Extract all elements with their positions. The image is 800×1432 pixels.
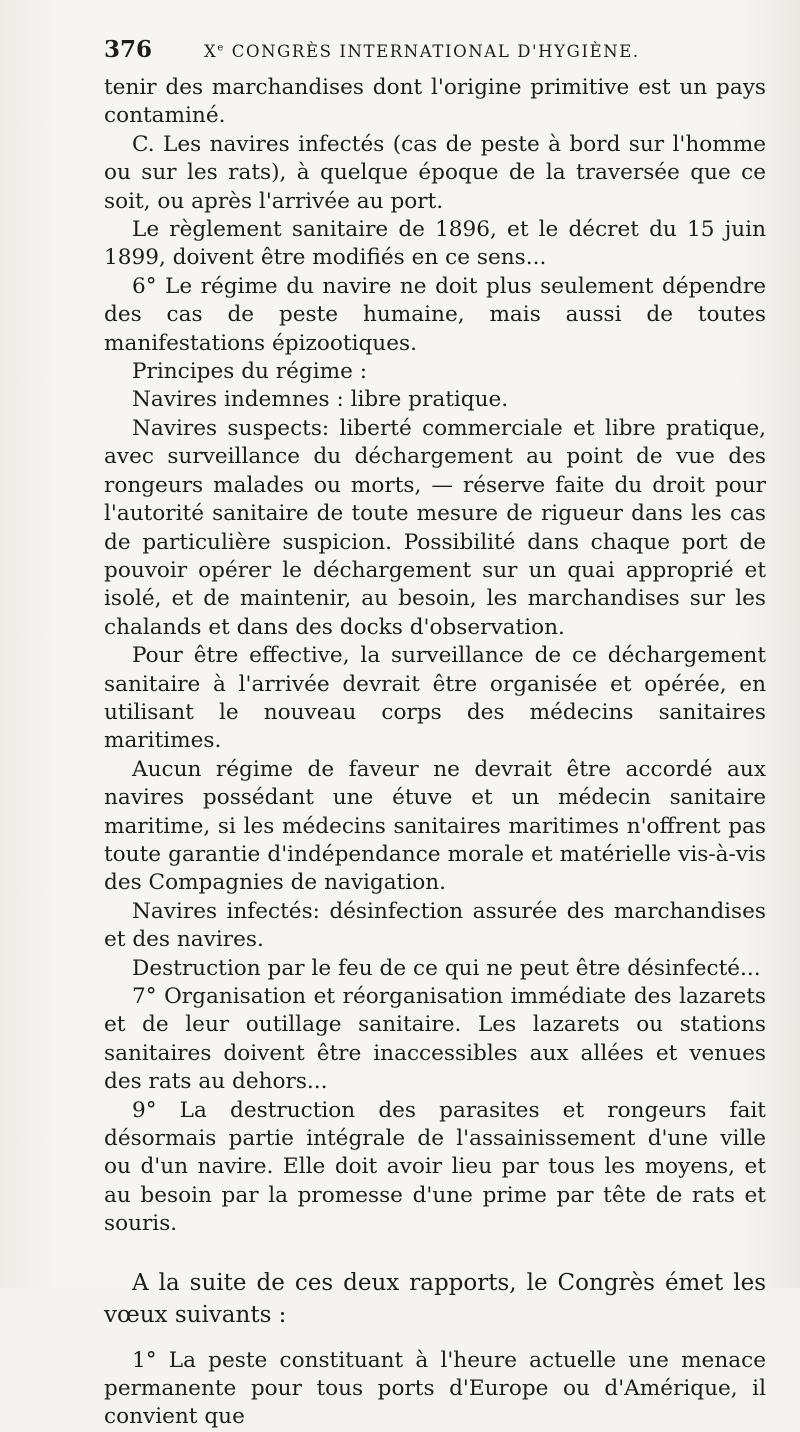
congress-numeral: X (204, 42, 218, 61)
paragraph: Navires indemnes : libre pratique. (132, 387, 509, 413)
running-title (204, 42, 640, 61)
running-title-text: CONGRÈS INTERNATIONAL D'HYGIÈNE. (231, 42, 640, 61)
section-gap (104, 1239, 766, 1267)
paragraph: tenir des marchandises dont l'origine primitive est un pays contaminé. (104, 75, 766, 129)
resolution-intro: A la suite de ces deux rapports, le Congrès émet les vœux suivants : (104, 1269, 766, 1328)
paragraph: Aucun régime de faveur ne devrait être accordé aux navires possédant une étuve et un médecin sanitaire maritime, si les médecins sanitaires maritimes n'offrent pas toute garantie d'indépendance morale et matérielle vis-à-vis des Compagnies de navigation. (104, 756, 766, 896)
page-body (104, 74, 766, 1432)
page-number: 376 (104, 36, 153, 63)
paragraph: 7° Organisation et réorganisation immédiate des lazarets et de leur outillage sanitaire. Les lazarets ou stations sanitaires doivent être inaccessibles aux allées et venues des rats au dehors... (104, 984, 766, 1095)
paragraph: 6° Le régime du navire ne doit plus seulement dépendre des cas de peste humaine, mais aussi de toutes manifestations épizootiques. (104, 273, 766, 356)
paragraph: Navires infectés: désinfection assurée des marchandises et des navires. (104, 898, 766, 953)
paragraph: Le règlement sanitaire de 1896, et le décret du 15 juin 1899, doivent être modifiés en ce sens... (104, 217, 766, 271)
running-header (104, 36, 766, 70)
paragraph: Pour être effective, la surveillance de ce déchargement sanitaire à l'arrivée devrait être organisée et opérée, en utilisant le nouveau corps des médecins sanitaires maritimes. (104, 643, 766, 754)
congress-superscript: e (217, 42, 225, 54)
paragraph: Destruction par le feu de ce qui ne peut être désinfecté... (132, 955, 761, 981)
paragraph: 1° La peste constituant à l'heure actuelle une menace permanente pour tous ports d'Europe ou d'Amérique, il convient que (104, 1347, 766, 1430)
paragraph: Navires suspects: liberté commerciale et libre pratique, avec surveillance du déchargement au point de vue des rongeurs malades ou morts, — réserve faite du droit pour l'autorité sanitaire de toute mesure de rigueur dans les cas de particulière suspicion. Possibilité dans chaque port de pouvoir opérer le déchargement sur un quai approprié et isolé, et de maintenir, au besoin, les marchandises sur les chalands et dans des docks d'observation. (104, 415, 766, 640)
paragraph: Principes du régime : (132, 359, 368, 385)
paragraph: C. Les navires infectés (cas de peste à bord sur l'homme ou sur les rats), à quelque époque de la traversée que ce soit, ou après l'arrivée au port. (104, 131, 766, 214)
section-gap (104, 1331, 766, 1347)
paragraph: 9° La destruction des parasites et rongeurs fait désormais partie intégrale de l'assainissement d'une ville ou d'un navire. Elle doit avoir lieu par tous les moyens, et au besoin par la promesse d'une prime par tête de rats et souris. (104, 1097, 766, 1237)
